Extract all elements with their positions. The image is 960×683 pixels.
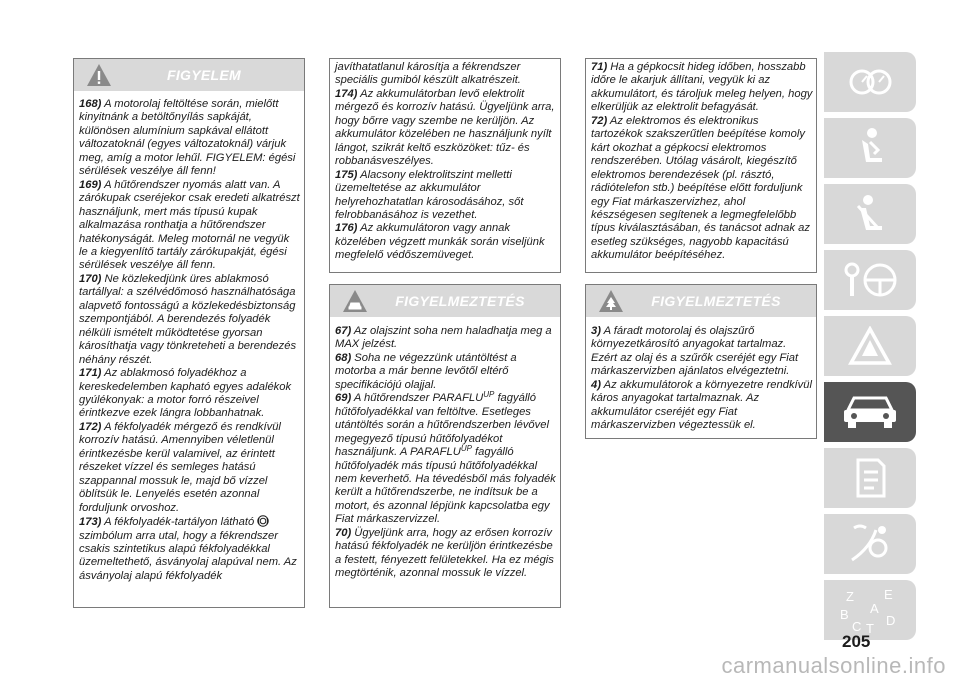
paragraph-168: 168) A motorolaj feltöltése során, mielőtt kinyitnánk a betöltőnyílás sapkáját, különösen alumínium sapkával ellátott változatoknál (egyes változatoknál) várjuk meg, amíg a motor lehűl. FIGYELEM: égési sérülések veszélye áll fenn! xyxy=(79,98,296,178)
paragraph-173: 173) A fékfolyadék-tartályon látható szimbólum arra utal, hogy a fékrendszer csakis szintetikus alapú fékfolyadékkal üzemeltethető, ásványolaj alapúval nem. Az ásványolaj alapú fékfolyadék xyxy=(79,516,297,582)
tab-seats[interactable] xyxy=(824,118,916,178)
paragraph-175: 175) Alacsony elektrolitszint melletti üzemeltetése az akkumulátor helyrehozhatatlan károsodásához, sőt felrobbanásához is vezethet. xyxy=(335,168,524,221)
index-letter-e: E xyxy=(884,587,893,602)
tab-dashboard[interactable] xyxy=(824,52,916,112)
tab-maintenance[interactable] xyxy=(824,382,916,442)
key-steering-wheel-icon xyxy=(840,258,900,302)
airbag-seatbelt-icon xyxy=(848,192,892,236)
alphabetical-index-icon xyxy=(834,585,906,635)
col3-top-text xyxy=(591,61,813,263)
car-wrench-icon xyxy=(840,392,900,432)
watermark: carmanualsonline.info xyxy=(721,653,946,678)
notice-header-col2 xyxy=(330,285,560,317)
paragraph-171: 171) Az ablakmosó folyadékhoz a kereskedelemben kapható egyes adalékok gyúlékonyak: a motor forró részeivel érintkezve ezek lángra lobbanhatnak. xyxy=(79,367,292,420)
page-number: 205 xyxy=(842,632,871,651)
paragraph-67: 67) Az olajszint soha nem haladhatja meg a MAX jelzést. xyxy=(335,325,552,351)
tab-multimedia[interactable] xyxy=(824,514,916,574)
tab-starting-driving[interactable] xyxy=(824,250,916,310)
col2-top-text xyxy=(335,61,557,263)
paragraph-4: 4) Az akkumulátorok a környezetre rendkívül káros anyagokat tartalmaznak. Az akkumulátor cseréjét egy Fiat márkaszervizben végeztessük el. xyxy=(591,378,812,432)
index-letter-b: B xyxy=(840,607,849,622)
paragraph-continuation: javíthatatlanul károsítja a fékrendszer speciális gumiból készült alkatrészeit. xyxy=(335,61,521,87)
brake-fluid-symbol-icon xyxy=(257,515,269,527)
paragraph-174: 174) Az akkumulátorban levő elektrolit mérgező és korrozív hatású. Ügyeljünk arra, hogy bőrre vagy szembe ne kerüljön. Az akkumulátor közelében ne használjunk nyílt lángot, szikrát keltő eszközöket: tűz- és robbanásveszélyes. xyxy=(335,87,555,168)
notice-header-col3 xyxy=(586,285,816,317)
notice-title-col3: FIGYELMEZTETÉS xyxy=(651,293,781,309)
index-letter-d: D xyxy=(886,613,896,628)
seat-person-icon xyxy=(850,126,890,170)
media-navigation-icon xyxy=(842,520,898,568)
paragraph-169: 169) A hűtőrendszer nyomás alatt van. A zárókupak cseréjekor csak eredeti alkatrészt használjunk, mert más típusú kupak alkalmazása ronthatja a hűtőrendszer hatékonyságát. Meleg motornál ne vegyük le a kiegyenlítő tartály zárókupakját, égési sérülések veszélye áll fenn. xyxy=(79,178,300,272)
paragraph-172: 172) A fékfolyadék mérgező és rendkívül korrozív hatású. Amennyiben véletlenül érintkezésbe kerül valamivel, az érintett részeket vízzel és semleges hatású szappannal mossuk le, majd bő vízzel öblítsük le. Lenyelés esetén azonnal forduljunk orvoshoz. xyxy=(79,420,281,514)
manual-book-icon xyxy=(848,456,892,500)
paragraph-170: 170) Ne közlekedjünk üres ablakmosó tartállyal: a szélvédőmosó használhatósága alapvető fontosságú a közlekedésbiztonság szempontjából. A berendezés folyadék nélküli ismételt működtetése gyorsan károsíthatja vagy tönkreteheti a berendezés néhány részét. xyxy=(79,272,297,366)
index-letter-z: Z xyxy=(846,589,854,604)
paragraph-176: 176) Az akkumulátoron vagy annak közelében végzett munkák során viseljünk megfelelő védőszemüveget. xyxy=(335,222,545,262)
paragraph-72: 72) Az elektromos és elektronikus tartozékok szakszerűtlen beépítése komoly kárt okozhat a gépkocsi elektromos rendszerében. Utólag vásárolt, kiegészítő elektromos berendezések (pl. rásztó, rádiótelefon stb.) beépítése előtt forduljunk egy Fiat márkaszervizhez, ahol készségesen segítenek a legmegfelelőbb típus kiválasztásában, és tanácsot adnak az esetleg szükséges, nagyobb kapacitású akkumulátor beépítéséhez. xyxy=(591,114,810,262)
tab-index[interactable] xyxy=(824,580,916,640)
paragraph-3: 3) A fáradt motorolaj és olajszűrő környezetkárosító anyagokat tartalmaz. Ezért az olaj és a szűrők cseréjét egy Fiat márkaszervizben ajánlatos elvégeztetni. xyxy=(591,325,799,378)
index-letter-c: C xyxy=(852,619,862,634)
tab-technical-data[interactable] xyxy=(824,448,916,508)
tab-warnings[interactable] xyxy=(824,316,916,376)
paragraph-71: 71) Ha a gépkocsit hideg időben, hosszabb időre le akarjuk állítani, vegyük ki az akkumulátort, és tároljuk meleg helyen, hogy elkerüljük az elektrolit befagyását. xyxy=(591,61,813,114)
col2-bottom-text xyxy=(335,325,557,581)
notice-title-col2: FIGYELMEZTETÉS xyxy=(395,293,525,309)
tab-safety[interactable] xyxy=(824,184,916,244)
paragraph-69: 69) A hűtőrendszer $PARAFLU^{UP}$ fagyálló hűtőfolyadékkal van feltöltve. Esetleges utántöltés során a hűtőrendszerben lévővel megegyező típusú hűtőfolyadékot használjunk. A $PARAFLU^{UP}$ fagyálló hűtőfolyadék más típusú hűtőfolyadékkal nem keverhető. Ha tévedésből más folyadék került a hűtőrendszerbe, ne indítsuk be a motort, és azonnal lépjünk kapcsolatba egy Fiat márkaszervizzel. xyxy=(335,390,556,526)
index-letter-t: T xyxy=(866,621,874,635)
warning-triangle-icon xyxy=(848,326,892,366)
warning-title: FIGYELEM xyxy=(167,67,241,83)
paragraph-68: 68) Soha ne végezzünk utántöltést a motorba a már benne levőtől eltérő specifikációjú olajjal. xyxy=(335,351,517,391)
index-letter-a: A xyxy=(870,601,879,616)
col1-text xyxy=(79,98,301,583)
col3-bottom-text xyxy=(591,325,813,433)
paragraph-70: 70) Ügyeljünk arra, hogy az erősen korrozív hatású fékfolyadék ne kerüljön érintkezésbe a festett, fényezett felületekkel. Ha ez mégis megtörténik, azonnal mossuk le vízzel. xyxy=(335,526,554,580)
warning-header-col1 xyxy=(74,59,304,91)
dashboard-icon xyxy=(848,62,892,102)
